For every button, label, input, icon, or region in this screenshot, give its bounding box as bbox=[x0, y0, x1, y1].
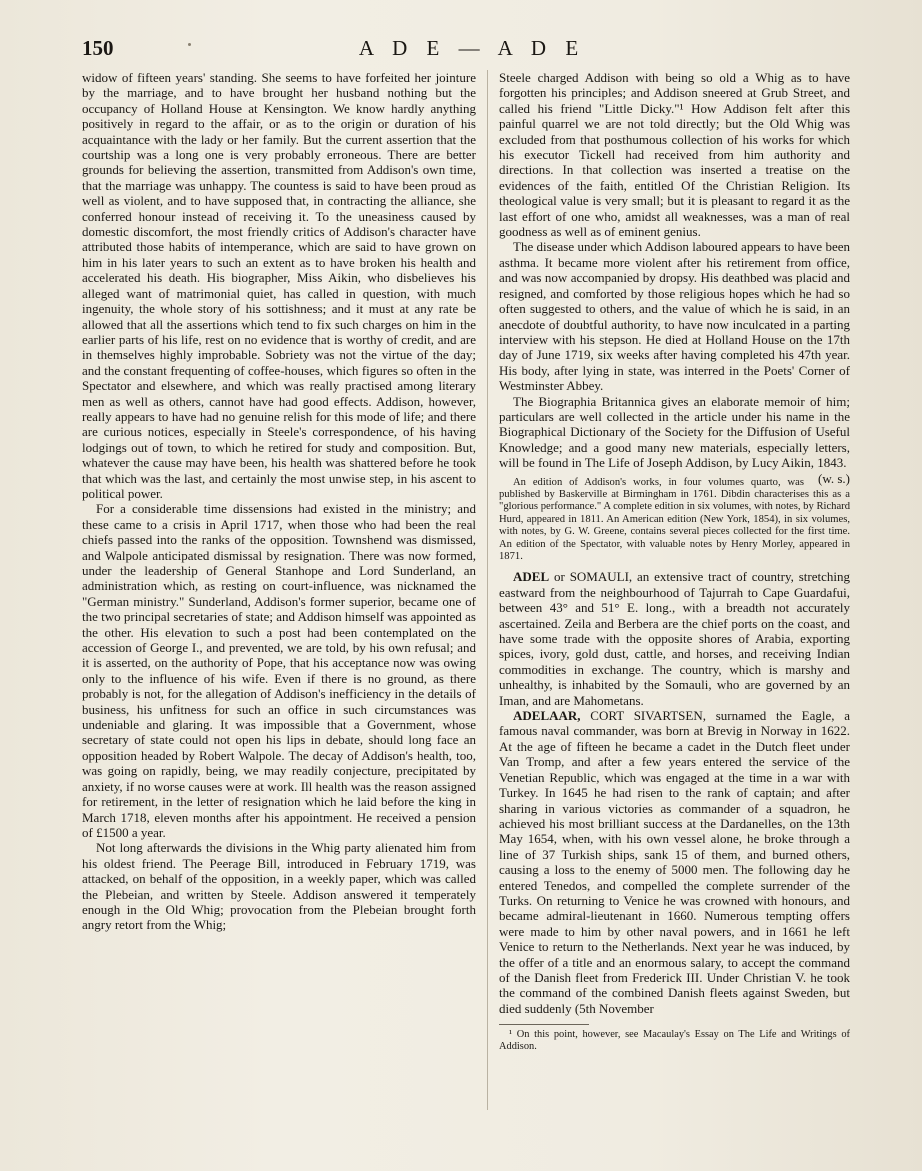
right-column bbox=[499, 70, 850, 1053]
entry-heading: ADELAAR, bbox=[513, 708, 581, 724]
page-number: 150 bbox=[82, 36, 114, 60]
footnote-rule bbox=[499, 1024, 589, 1025]
paragraph: Not long afterwards the divisions in the Whig party alienated him from his oldest friend. The Peerage Bill, introduced in February 1719, was attacked, on behalf of the opposition, in a weekly paper, which was called the Plebeian, and written by Steele. Addison answered it temperately enough in the Old Whig; provocation from the Plebeian brought forth angry retort from the Whig; bbox=[82, 840, 476, 933]
print-speck bbox=[188, 43, 191, 46]
entry-body: CORT SIVARTSEN, surnamed the Eagle, a famous naval commander, was born at Brevig in Norway in 1622. At the age of fifteen he became a cadet in the Dutch fleet under Van Tromp, and after a few years entered the service of the Venetian Republic, which was engaged at the time in a war with Turkey. In 1645 he had risen to the rank of captain; and after sharing in various victories as commander of a squadron, he achieved his most brilliant success at the Dardanelles, on the 13th May 1654, when, with his own vessel alone, he broke through a line of 37 Turkish ships, sank 15 of them, and burned others, causing a loss to the enemy of 5000 men. The following day he entered Tenedos, and compelled the complete surrender of the Turks. On returning to Venice he was crowned with honours, and became admiral-lieutenant in 1660. Numerous tempting offers were made to him by other naval powers, and in 1661 he left Venice to return to the Netherlands. Next year he was induced, by the offer of a title and an enormous salary, to accept the command of the Danish fleet from Frederick III. Under Christian V. he took the command of the combined Danish fleets against Sweden, but died suddenly (5th November bbox=[499, 708, 850, 1016]
paragraph: widow of fifteen years' standing. She seems to have forfeited her jointure by the marriage, and to have brought her husband nothing but the occupancy of Holland House at Kensington. We know hardly anything positively in regard to the affair, or as to the origin or duration of his acquaintance with the lady or her family. But the current assertion that the courtship was a long one is very probably erroneous. There are better grounds for believing the assertion, transmitted from Addison's own time, that the marriage was unhappy. The countess is said to have been proud as well as violent, and to have supposed that, in contracting the alliance, she conferred honour instead of receiving it. To the uneasiness caused by domestic discomfort, the most friendly critics of Addison's character have attributed those habits of intemperance, which are said to have grown on him in his later years to such an extent as to have broken his health and accelerated his death. His biographer, Miss Aikin, who disbelieves his alleged want of matrimonial quiet, has called in question, with much ingenuity, the whole story of his sottishness; and it must at any rate be allowed that all the assertions which tend to fix such charges on him in the earlier parts of his life, rest on no evidence that is worthy of credit, and are in themselves highly improbable. Sobriety was not the virtue of the day; and the constant frequenting of coffee-houses, which figures so often in the Spectator and elsewhere, and which was really practised among literary men as well as others, cannot have had good effects. Addison, however, really appears to have had no genuine relish for this mode of life; and there are curious notices, especially in Steele's correspondence, of his having lodgings out of town, to which he retired for study and composition. But, whatever the cause may have been, his health was shattered before he took that which was the last, and certainly the most unwise step, in his ascent to political power. bbox=[82, 70, 476, 501]
author-signature: (w. s.) bbox=[817, 470, 850, 486]
entry-adelaar bbox=[499, 708, 850, 1016]
paragraph: Steele charged Addison with being so old a Whig as to have forgotten his principles; and Addison sneered at Grub Street, and called his friend "Little Dicky."¹ How Addison felt after this painful quarrel we are not told directly; but the Old Whig was excluded from that posthumous collection of his works for which his executor Tickell had received from him authority and directions. In that collection was inserted a treatise on the evidences of the faith, entitled Of the Christian Religion. Its theological value is very small; but it is pleasant to regard it as the last effort of one who, amidst all weaknesses, was a man of real goodness as well as of eminent genius. bbox=[499, 70, 850, 240]
entry-adel bbox=[499, 569, 850, 708]
left-column bbox=[82, 70, 476, 933]
bibliography-note: An edition of Addison's works, in four volumes quarto, was published by Baskerville at Birmingham in 1761. Dibdin characterises this as a "glorious performance." A complete edition in six volumes, with notes, by Richard Hurd, appeared in 1811. An American edition (New York, 1854), in six volumes, with notes, by G. W. Greene, contains several pieces collected for the first time. An edition of the Spectator, with valuable notes by Henry Morley, appeared in 1871. bbox=[499, 476, 850, 562]
running-head: A D E — A D E bbox=[358, 36, 586, 60]
entry-body: or SOMAULI, an extensive tract of country, stretching eastward from the neighbourhood of Tajurrah to Cape Guardafui, between 43° and 51° E. long., with a breadth not accurately ascertained. Zeila and Berbera are the chief ports on the coast, and have some trade with the opposite shores of Arabia, exporting spices, ivory, gold dust, cattle, and horses, and receiving Indian commodities in exchange. The country, which is marshy and unhealthy, is inhabited by the Somauli, who are governed by an Iman, and are Mahometans. bbox=[499, 569, 851, 708]
paragraph: The disease under which Addison laboured appears to have been asthma. It became more violent after his retirement from office, and was now accompanied by dropsy. His deathbed was placid and resigned, and comforted by those religious hopes which he had so often suggested to others, and the value of which he is said, in an anecdote of doubtful authority, to have now inculcated in a parting interview with his stepson. He died at Holland House on the 17th day of June 1719, six weeks after having completed his 47th year. His body, after lying in state, was interred in the Poets' Corner of Westminster Abbey. bbox=[499, 239, 850, 394]
footnote: ¹ On this point, however, see Macaulay's Essay on The Life and Writings of Addison. bbox=[499, 1029, 850, 1053]
paragraph bbox=[499, 393, 850, 486]
paragraph-text: The Biographia Britannica gives an elaborate memoir of him; particulars are well collected in the article under his name in the Biographical Dictionary of the Society for the Diffusion of Useful Knowledge; and a good many new materials, especially letters, will be found in The Life of Joseph Addison, by Lucy Aikin, 1843. bbox=[499, 393, 850, 471]
paragraph: For a considerable time dissensions had existed in the ministry; and these came to a crisis in April 1717, when those who had been the real chiefs passed into the ranks of the opposition. Townshend was dismissed, and Walpole anticipated dismissal by resignation. There was now formed, under the leadership of General Stanhope and Lord Sunderland, an administration which, as resting on court-influence, was nicknamed the "German ministry." Sunderland, Addison's former superior, became one of the two principal secretaries of state; and Addison himself was appointed as the other. His elevation to such a post had been contemplated on the accession of George I., and prevented, we are told, by his own refusal; and it is asserted, on the authority of Pope, that his acceptance now was owing only to the influence of his wife. Even if there is no ground, as there probably is not, for the allegation of Addison's inefficiency in the details of business, his unfitness for such an office in such circumstances was undeniable and glaring. It was impossible that a Government, whose secretary of state could not open his lips in debate, should long face an opposition headed by Robert Walpole. The decay of Addison's health, too, was going on rapidly, being, we may readily conjecture, precipitated by anxiety, if no worse causes were at work. Ill health was the reason assigned for retirement, in the letter of resignation which he laid before the king in March 1718, eleven months after his appointment. He received a pension of £1500 a year. bbox=[82, 501, 476, 840]
page-header bbox=[82, 36, 862, 64]
entry-heading: ADEL bbox=[513, 569, 550, 585]
column-divider bbox=[487, 70, 488, 1110]
